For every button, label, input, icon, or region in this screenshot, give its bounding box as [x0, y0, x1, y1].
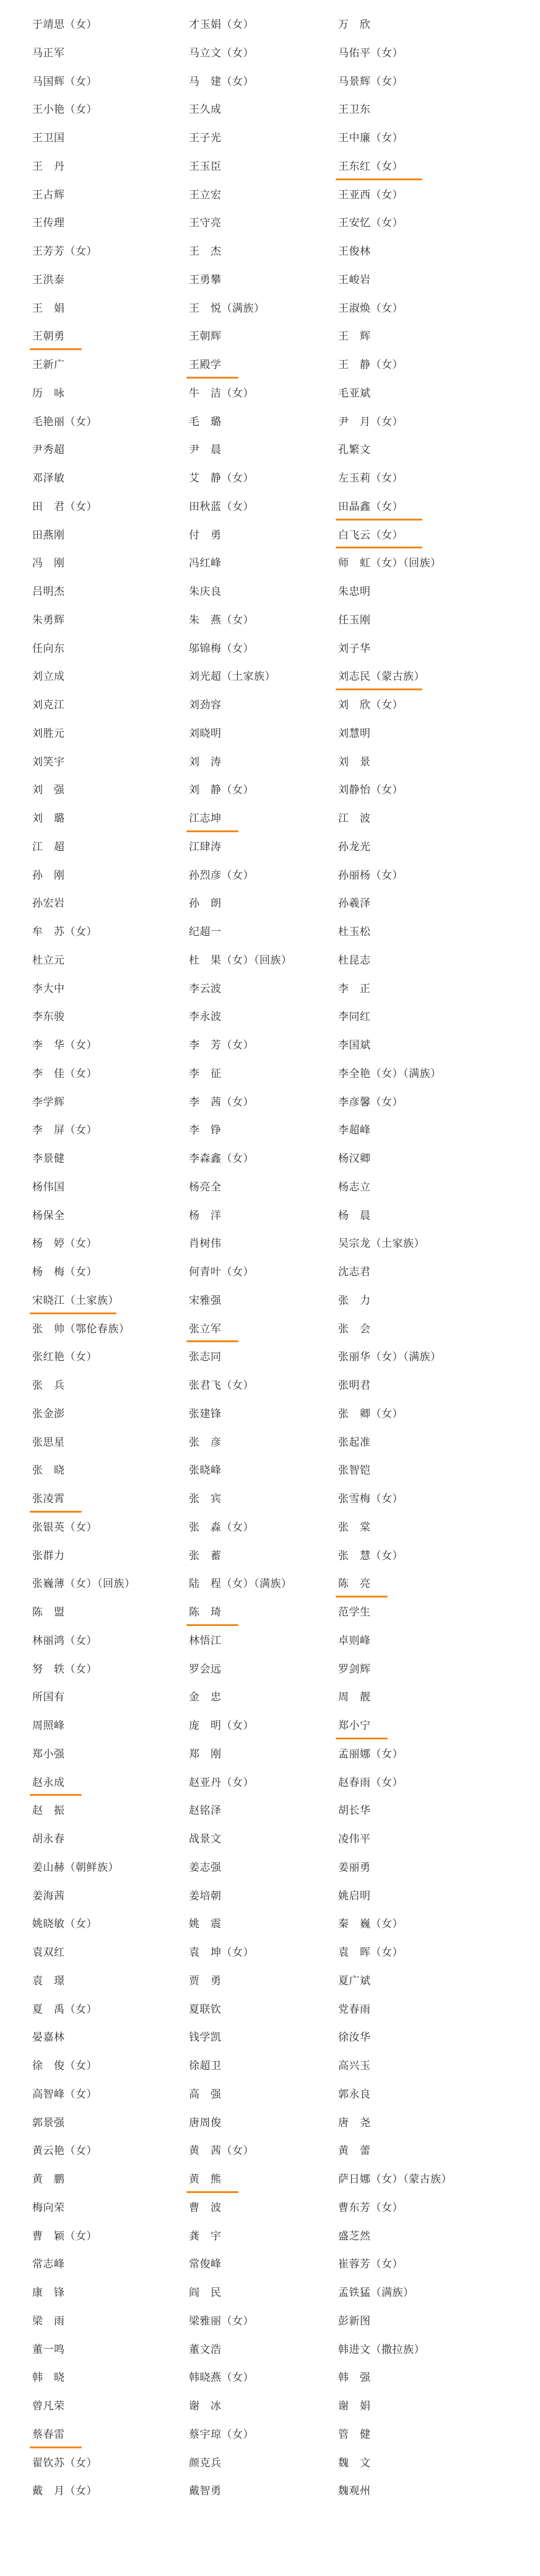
name-entry: 赵亚丹（女） — [189, 1776, 254, 1789]
name-entry: 姜山赫（朝鲜族） — [32, 1861, 119, 1874]
name-entry: 秦 巍（女） — [338, 1918, 403, 1931]
name-entry: 曹 颖（女） — [32, 2230, 97, 2243]
name-entry: 张 宾 — [189, 1493, 222, 1505]
name-entry: 战景文 — [189, 1833, 222, 1845]
name-entry: 卓则峰 — [338, 1634, 371, 1647]
name-entry: 张 棠 — [338, 1521, 371, 1534]
name-entry: 冯红峰 — [189, 557, 222, 570]
name-entry: 曹东芳（女） — [338, 2201, 403, 2214]
name-entry: 刘 涛 — [189, 755, 222, 768]
highlighted-name-entry: 江志坤 — [189, 805, 292, 833]
name-entry: 左玉莉（女） — [338, 472, 403, 485]
name-entry: 张起准 — [338, 1436, 371, 1449]
name-entry: 杨 婷（女） — [32, 1237, 97, 1251]
name-entry: 韩 强 — [338, 2372, 371, 2385]
name-entry: 刘静怡（女） — [338, 784, 403, 797]
name-entry: 刘子华 — [338, 642, 371, 655]
name-entry: 崔蓉芳（女） — [338, 2258, 403, 2271]
name-entry: 王安忆（女） — [338, 217, 403, 230]
name-entry: 历 咏 — [32, 387, 65, 400]
name-entry: 韩晓燕（女） — [189, 2372, 254, 2385]
name-entry: 王卫东 — [338, 103, 371, 116]
name-entry: 李东骏 — [32, 1011, 65, 1024]
name-entry: 纪超一 — [189, 926, 222, 938]
name-entry: 杜立元 — [32, 954, 65, 967]
name-entry: 党春雨 — [338, 2003, 371, 2016]
name-entry: 王 悦（满族） — [189, 302, 265, 315]
name-entry: 杨伟国 — [32, 1180, 65, 1193]
name-entry: 王小艳（女） — [32, 103, 97, 116]
name-entry: 王久成 — [189, 103, 222, 116]
name-entry: 袁 晖（女） — [338, 1946, 403, 1959]
highlighted-name-entry: 刘志民（蒙古族） — [338, 663, 452, 692]
name-entry: 江 超 — [32, 840, 65, 853]
name-entry: 张银英（女） — [32, 1521, 97, 1534]
name-entry: 郭永良 — [338, 2088, 371, 2101]
name-entry: 黄云艳（女） — [32, 2145, 97, 2158]
name-entry: 赵 振 — [32, 1805, 65, 1818]
name-entry: 牛 洁（女） — [189, 387, 254, 400]
name-entry: 夏 禹（女） — [32, 2003, 97, 2016]
name-entry: 姚晓敏（女） — [32, 1918, 97, 1931]
name-entry: 王 丹 — [32, 160, 65, 173]
name-entry: 马国辉（女） — [32, 75, 97, 88]
name-entry: 张 帅（鄂伦春族） — [32, 1322, 130, 1335]
name-entry: 郑小强 — [32, 1747, 65, 1761]
name-entry: 萨日娜（女）（蒙古族） — [338, 2173, 452, 2186]
name-entry: 邬锦梅（女） — [189, 642, 254, 655]
name-entry: 朱庆良 — [189, 586, 222, 598]
name-entry: 钱学凯 — [189, 2031, 222, 2044]
name-entry: 张 晓 — [32, 1464, 65, 1477]
name-entry: 王淑焕（女） — [338, 302, 403, 315]
name-entry: 龚 宇 — [189, 2230, 222, 2243]
name-entry: 戴 月（女） — [32, 2485, 97, 2498]
name-entry: 李云波 — [189, 982, 222, 995]
name-entry: 朱 燕（女） — [189, 613, 254, 626]
name-entry: 王朝辉 — [189, 330, 222, 343]
highlighted-name-entry: 赵永成 — [32, 1769, 136, 1798]
name-entry: 冯 刚 — [32, 557, 65, 570]
highlighted-name-entry: 陈 琦 — [189, 1599, 292, 1627]
name-entry: 王传理 — [32, 217, 65, 230]
name-entry: 周 靓 — [338, 1691, 371, 1704]
name-entry: 孙宏岩 — [32, 897, 65, 910]
name-entry: 张金澎 — [32, 1407, 65, 1420]
name-entry: 王子光 — [189, 132, 222, 144]
highlighted-name-entry: 田晶鑫（女） — [338, 493, 452, 522]
highlighted-name-entry: 蔡春雷 — [32, 2421, 136, 2450]
name-entry: 所国有 — [32, 1691, 65, 1704]
name-entry: 万 欣 — [338, 19, 371, 31]
name-entry: 张建锋 — [189, 1407, 222, 1420]
name-entry: 马佑平（女） — [338, 46, 403, 59]
name-entry: 任玉刚 — [338, 613, 371, 626]
name-entry: 范学生 — [338, 1606, 371, 1619]
name-entry: 王 静（女） — [338, 359, 403, 371]
name-entry: 何青叶（女） — [189, 1266, 254, 1278]
name-entry: 夏广斌 — [338, 1974, 371, 1987]
name-entry: 高智峰（女） — [32, 2088, 97, 2101]
name-entry: 刘 景 — [338, 755, 371, 768]
name-entry: 李彦馨（女） — [338, 1096, 403, 1109]
name-entry: 江肆涛 — [189, 840, 222, 853]
name-entry: 王占辉 — [32, 188, 65, 201]
name-entry: 尹 晨 — [189, 444, 222, 457]
name-entry: 袁双红 — [32, 1946, 65, 1959]
name-entry: 邓泽敏 — [32, 472, 65, 485]
name-entry: 刘慧明 — [338, 727, 371, 740]
name-entry: 李 征 — [189, 1067, 222, 1080]
name-entry: 王 杰 — [189, 245, 222, 258]
name-entry: 杜昆志 — [338, 954, 371, 967]
name-entry: 张君飞（女） — [189, 1379, 254, 1392]
name-entry: 李学辉 — [32, 1096, 65, 1109]
name-entry: 马 建（女） — [189, 75, 254, 88]
name-entry: 常俊峰 — [189, 2258, 222, 2271]
name-entry: 毛 璐 — [189, 415, 222, 428]
name-entry: 杨 梅（女） — [32, 1266, 97, 1278]
name-entry: 姜志强 — [189, 1861, 222, 1874]
name-entry: 胡长华 — [338, 1805, 371, 1818]
name-entry: 张晓峰 — [189, 1464, 222, 1477]
name-entry: 杜 果（女）（回族） — [189, 954, 292, 967]
name-entry: 王 辉 — [338, 330, 371, 343]
name-entry: 孙烈彦（女） — [189, 869, 254, 882]
name-entry: 刘劲容 — [189, 699, 222, 711]
name-entry: 张志同 — [189, 1351, 222, 1364]
name-entry: 王卫国 — [32, 132, 65, 144]
name-column-2 — [189, 11, 292, 2506]
name-entry: 马景辉（女） — [338, 75, 403, 88]
name-entry: 杜玉松 — [338, 926, 371, 938]
name-entry: 陈 盟 — [32, 1606, 65, 1619]
name-entry: 彭新图 — [338, 2314, 371, 2328]
name-entry: 李 佳（女） — [32, 1067, 97, 1080]
name-entry: 江 波 — [338, 812, 371, 825]
name-entry: 肖树伟 — [189, 1237, 222, 1251]
name-entry: 孔繁文 — [338, 444, 371, 457]
name-entry: 张思星 — [32, 1436, 65, 1449]
name-entry: 王洪泰 — [32, 273, 65, 286]
name-entry: 张群力 — [32, 1549, 65, 1562]
name-entry: 韩 晓 — [32, 2372, 65, 2385]
name-entry: 梁雅丽（女） — [189, 2314, 254, 2328]
name-entry: 任向东 — [32, 642, 65, 655]
name-entry: 夏联钦 — [189, 2003, 222, 2016]
name-entry: 张 卿（女） — [338, 1407, 403, 1420]
name-entry: 艾 静（女） — [189, 472, 254, 485]
name-entry: 郑 刚 — [189, 1747, 222, 1761]
name-entry: 张明君 — [338, 1379, 371, 1392]
name-entry: 张巍薄（女）（回族） — [32, 1578, 136, 1591]
name-entry: 曹 波 — [189, 2201, 222, 2214]
name-entry: 孙丽杨（女） — [338, 869, 403, 882]
name-entry: 王 娟 — [32, 302, 65, 315]
name-entry: 姚 震 — [189, 1918, 222, 1931]
name-entry: 董一鸣 — [32, 2343, 65, 2356]
name-entry: 张 淼（女） — [189, 1521, 254, 1534]
name-entry: 魏观州 — [338, 2485, 371, 2498]
name-entry: 徐 俊（女） — [32, 2060, 97, 2072]
name-entry: 张 力 — [338, 1294, 371, 1307]
name-entry: 李永波 — [189, 1011, 222, 1024]
name-entry: 努 轶（女） — [32, 1663, 97, 1676]
highlighted-name-entry: 宋晓江（土家族） — [32, 1287, 136, 1316]
name-entry: 林丽鸿（女） — [32, 1634, 97, 1647]
highlighted-name-entry: 王殿学 — [189, 351, 292, 380]
name-entry: 沈志君 — [338, 1266, 371, 1278]
name-entry: 李全艳（女）（满族） — [338, 1067, 442, 1080]
name-entry: 牟 苏（女） — [32, 926, 97, 938]
name-entry: 张 兵 — [32, 1379, 65, 1392]
name-entry: 杨保全 — [32, 1209, 65, 1222]
name-entry: 郭景强 — [32, 2116, 65, 2129]
name-entry: 张 慧（女） — [338, 1549, 403, 1562]
name-entry: 李超峰 — [338, 1124, 371, 1137]
name-entry: 李景健 — [32, 1153, 65, 1165]
name-entry: 翟钦苏（女） — [32, 2456, 97, 2469]
name-entry: 陆 程（女）（满族） — [189, 1578, 292, 1591]
highlighted-name-entry: 张凌霄 — [32, 1485, 136, 1514]
name-entry: 姜丽勇 — [338, 1861, 371, 1874]
name-entry: 刘立成 — [32, 670, 65, 684]
name-entry: 马立文（女） — [189, 46, 254, 59]
name-entry: 张丽华（女）（满族） — [338, 1351, 442, 1364]
name-entry: 田 君（女） — [32, 500, 97, 513]
name-entry: 师 虹（女）（回族） — [338, 557, 442, 570]
name-entry: 常志峰 — [32, 2258, 65, 2271]
name-entry: 贾 勇 — [189, 1974, 222, 1987]
name-entry: 孟铁猛（满族） — [338, 2287, 414, 2299]
name-entry: 林悟江 — [189, 1634, 222, 1647]
name-entry: 李国斌 — [338, 1039, 371, 1052]
name-column-3 — [338, 11, 452, 2506]
name-entry: 王芳芳（女） — [32, 245, 97, 258]
name-entry: 刘 璐 — [32, 812, 65, 825]
name-entry: 颜克兵 — [189, 2456, 222, 2469]
name-entry: 姜海茜 — [32, 1889, 65, 1902]
name-entry: 管 健 — [338, 2428, 371, 2441]
name-entry: 姚启明 — [338, 1889, 371, 1902]
name-entry: 周照峰 — [32, 1720, 65, 1732]
name-entry: 刘光超（土家族） — [189, 670, 276, 684]
name-entry: 罗会远 — [189, 1663, 222, 1676]
name-entry: 杨汉卿 — [338, 1153, 371, 1165]
name-entry: 张红艳（女） — [32, 1351, 97, 1364]
name-entry: 杨 洋 — [189, 1209, 222, 1222]
name-entry: 高 强 — [189, 2088, 222, 2101]
name-entry: 孙 朗 — [189, 897, 222, 910]
name-entry: 高兴玉 — [338, 2060, 371, 2072]
name-entry: 杨 晨 — [338, 1209, 371, 1222]
name-entry: 马正军 — [32, 46, 65, 59]
name-entry: 唐 尧 — [338, 2116, 371, 2129]
name-entry: 赵春雨（女） — [338, 1776, 403, 1789]
name-entry: 刘笑宇 — [32, 755, 65, 768]
highlighted-name-entry: 王朝勇 — [32, 323, 136, 351]
name-entry: 黄 茜（女） — [189, 2145, 254, 2158]
name-entry: 姜培朝 — [189, 1889, 222, 1902]
name-entry: 吕明杰 — [32, 586, 65, 598]
name-entry: 王中廉（女） — [338, 132, 403, 144]
name-entry: 胡永春 — [32, 1833, 65, 1845]
name-entry: 王亚西（女） — [338, 188, 403, 201]
name-entry: 田秋蓝（女） — [189, 500, 254, 513]
name-entry: 金 忠 — [189, 1691, 222, 1704]
name-entry: 王新广 — [32, 359, 65, 371]
name-entry: 袁 璟 — [32, 1974, 65, 1987]
name-entry: 宋雅强 — [189, 1294, 222, 1307]
name-entry: 王峻岩 — [338, 273, 371, 286]
name-entry: 康 锋 — [32, 2287, 65, 2299]
name-entry: 王俊林 — [338, 245, 371, 258]
name-entry: 张 蓄 — [189, 1549, 222, 1562]
name-entry: 黄 鹏 — [32, 2173, 65, 2186]
name-entry: 李 铮 — [189, 1124, 222, 1137]
name-entry: 李 芳（女） — [189, 1039, 254, 1052]
name-entry: 谢 冰 — [189, 2400, 222, 2412]
name-entry: 于靖思（女） — [32, 19, 97, 31]
name-entry: 杨志立 — [338, 1180, 371, 1193]
name-entry: 李大中 — [32, 982, 65, 995]
name-entry: 张 会 — [338, 1322, 371, 1335]
name-entry: 朱勇辉 — [32, 613, 65, 626]
name-entry: 袁 坤（女） — [189, 1946, 254, 1959]
name-entry: 魏 文 — [338, 2456, 371, 2469]
name-entry: 田燕刚 — [32, 529, 65, 542]
highlighted-name-entry: 白飞云（女） — [338, 522, 452, 550]
name-entry: 李 正 — [338, 982, 371, 995]
name-entry: 张智铠 — [338, 1464, 371, 1477]
name-entry: 刘 静（女） — [189, 784, 254, 797]
name-entry: 王勇攀 — [189, 273, 222, 286]
name-entry: 徐超卫 — [189, 2060, 222, 2072]
highlighted-name-entry: 王东红（女） — [338, 153, 452, 182]
name-entry: 刘晓明 — [189, 727, 222, 740]
name-entry: 黄 蕾 — [338, 2145, 371, 2158]
name-entry: 刘 强 — [32, 784, 65, 797]
highlighted-name-entry: 陈 亮 — [338, 1570, 452, 1599]
name-entry: 盛芝然 — [338, 2230, 371, 2243]
name-entry: 李 茜（女） — [189, 1096, 254, 1109]
name-entry: 李 华（女） — [32, 1039, 97, 1052]
name-entry: 朱忠明 — [338, 586, 371, 598]
name-entry: 戴智勇 — [189, 2485, 222, 2498]
name-entry: 毛艳丽（女） — [32, 415, 97, 428]
name-entry: 徐汝华 — [338, 2031, 371, 2044]
name-entry: 梁 雨 — [32, 2314, 65, 2328]
highlighted-name-entry: 郑小宁 — [338, 1712, 452, 1741]
name-entry: 阎 民 — [189, 2287, 222, 2299]
name-entry: 李 屏（女） — [32, 1124, 97, 1137]
highlighted-name-entry: 黄 熊 — [189, 2166, 292, 2194]
name-entry: 唐周俊 — [189, 2116, 222, 2129]
highlighted-name-entry: 张立军 — [189, 1316, 292, 1344]
name-entry: 凌伟平 — [338, 1833, 371, 1845]
name-entry: 孙羲泽 — [338, 897, 371, 910]
name-entry: 晏嘉林 — [32, 2031, 65, 2044]
name-entry: 蔡宇琼（女） — [189, 2428, 254, 2441]
name-entry: 董文浩 — [189, 2343, 222, 2356]
name-entry: 刘胜元 — [32, 727, 65, 740]
name-entry: 韩进文（撒拉族） — [338, 2343, 425, 2356]
name-entry: 才玉娟（女） — [189, 19, 254, 31]
name-entry: 曾凡荣 — [32, 2400, 65, 2412]
name-entry: 孙龙光 — [338, 840, 371, 853]
name-column-1 — [32, 11, 136, 2506]
name-entry: 李森鑫（女） — [189, 1153, 254, 1165]
name-entry: 谢 娟 — [338, 2400, 371, 2412]
name-entry: 李同红 — [338, 1011, 371, 1024]
name-entry: 吴宗龙（土家族） — [338, 1237, 425, 1251]
name-entry: 王玉臣 — [189, 160, 222, 173]
name-entry: 张雪梅（女） — [338, 1493, 403, 1505]
name-entry: 刘克江 — [32, 699, 65, 711]
name-entry: 张 彦 — [189, 1436, 222, 1449]
name-entry: 赵铭泽 — [189, 1805, 222, 1818]
name-entry: 孟丽娜（女） — [338, 1747, 403, 1761]
name-entry: 罗剑辉 — [338, 1663, 371, 1676]
name-entry: 庞 明（女） — [189, 1720, 254, 1732]
name-entry: 孙 刚 — [32, 869, 65, 882]
name-entry: 毛亚斌 — [338, 387, 371, 400]
name-entry: 杨亮全 — [189, 1180, 222, 1193]
name-entry: 刘 欣（女） — [338, 699, 403, 711]
name-entry: 梅向荣 — [32, 2201, 65, 2214]
name-entry: 付 勇 — [189, 529, 222, 542]
name-entry: 王立宏 — [189, 188, 222, 201]
name-entry: 尹秀超 — [32, 444, 65, 457]
name-entry: 尹 月（女） — [338, 415, 403, 428]
name-entry: 王守亮 — [189, 217, 222, 230]
